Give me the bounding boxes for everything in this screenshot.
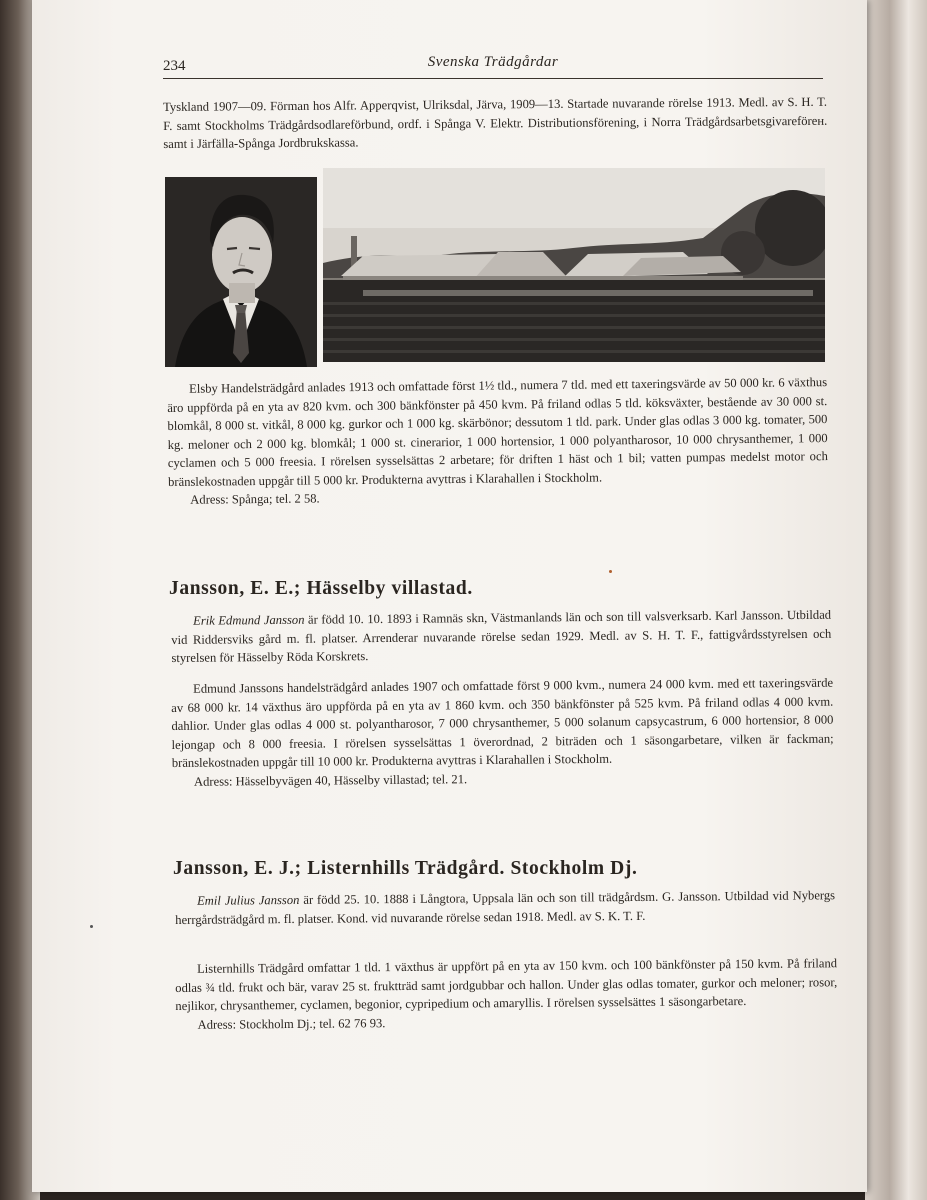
entry1-address: Adress: Spånga; tel. 2 58. xyxy=(190,491,320,507)
entry3-business-paragraph xyxy=(175,954,838,1034)
entry2-business-paragraph xyxy=(171,674,834,791)
entry2-bio xyxy=(171,606,832,668)
entry1-business-paragraph xyxy=(167,373,828,509)
entry2-heading: Jansson, E. E.; Hässelby villastad. xyxy=(169,578,473,599)
entry3-business-text: Listernhills Trädgård omfattar 1 tld. 1 växthus är uppfört på en yta av 150 kvm. och 100 bänkfönster på 150 kvm. På friland odlas ¾ tld. frukt och bär, varav 25 st. fruktträd samt jordgubbar och hallon. Under glas odlas tomater, gurkor och meloner; rosor, nejlikor, chrysanthemer, cyclamen, begonior, cypripedium och amaryllis. I rörelsen sysselsättes 1 säsongarbetare. xyxy=(175,956,838,1013)
running-header xyxy=(163,52,823,79)
portrait-photo xyxy=(165,177,317,367)
nursery-photo xyxy=(323,168,825,362)
ink-speck xyxy=(609,570,612,573)
entry3-bio-text: är född 25. 10. 1888 i Långtora, Uppsala län och son till trädgårdsm. G. Jansson. Utbildad vid Nybergs herrgårdsträdgård m. fl. platser. Kond. vid nuvarande rörelse sedan 1918. Medl. av S. K. T. F. xyxy=(175,888,836,927)
journal-title: Svenska Trädgårdar xyxy=(427,54,559,70)
entry3-person-name: Emil Julius Jansson xyxy=(197,892,300,908)
entry2-person-name: Erik Edmund Jansson xyxy=(193,612,305,628)
entry2-business-text: Edmund Janssons handelsträdgård anlades 1907 och omfattade först 9 000 kvm., numera 24 000 kvm. med ett taxeringsvärde av 68 000 kr. 14 växthus äro uppförda på en yta av 1 860 kvm. och 350 bänkfönster på 525 kvm. På friland odlas 4 000 kvm. dahlior. Under glas odlas 4 000 st. polyantharosor, 7 000 chrysanthemer, 5 000 solanum capsycastrum, 6 000 hortensior, 8 000 lejongap och 8 000 freesia. I rörelsen sysselsättas 1 överordnad, 2 biträden och 1 säsongarbetare, vilken är fackman; bränslekostnaden uppgår till 10 000 kr. Produkterna avyttras i Klarahallen i Stockholm. xyxy=(171,675,834,770)
entry2-address: Adress: Hässelbyvägen 40, Hässelby villastad; tel. 21. xyxy=(193,771,468,789)
entry3-address: Adress: Stockholm Dj.; tel. 62 76 93. xyxy=(197,1015,386,1032)
entry3-bio xyxy=(175,886,835,929)
entry3-heading: Jansson, E. J.; Listernhills Trädgård. Stockholm Dj. xyxy=(173,858,638,879)
page-number: 234 xyxy=(163,58,186,74)
page-stack-edge xyxy=(865,0,927,1200)
entry2-bio-text: är född 10. 10. 1893 i Ramnäs skn, Västmanlands län och son till valsverksarb. Karl Jansson. Utbildad vid Riddersviks gård m. fl. platser. Arrenderar nuvarande rörelse sedan 1929. Medl. av S. H. T. F., fattigvårdsstyrelsen och styrelsen för Hässelby Röda Korskrets. xyxy=(171,607,832,665)
margin-mark xyxy=(90,925,93,928)
entry2-bio-paragraph xyxy=(171,606,832,668)
entry1-business-text: Elsby Handelsträdgård anlades 1913 och omfattade först 1½ tld., numera 7 tld. med ett taxeringsvärde av 50 000 kr. 6 växthus äro uppförda på en yta av 820 kvm. och 300 bänkfönster på 450 kvm. På friland odlas 5 tld. köksväxter, bestående av 30 000 st. blomkål, 8 000 st. vitkål, 8 000 kg. gurkor och 1 000 kg. skärbönor; dessutom 1 tld. park. Under glas odlas 3 000 kg. tomater, 500 kg. meloner och 2 000 kg. blomkål; 1 000 st. cinerarior, 1 000 hortensior, 1 000 polyantharosor, 10 000 chrysanthemer, 1 000 cyclamen och 5 000 freesia. I rörelsen sysselsättas 2 arbetare; för driften 1 häst och 1 bil; vatten pumpas medelst motor och bränslekostnaden uppgår till 5 000 kr. Produkterna avyttras i Klarahallen i Stockholm. xyxy=(167,375,828,489)
entry3-bio-paragraph xyxy=(175,886,835,929)
intro-paragraph: Tyskland 1907—09. Förman hos Alfr. Apperqvist, Ulriksdal, Järva, 1909—13. Startade nuvarande rörelse 1913. Medl. av S. H. T. F. samt Stockholms Trädgårdsodlareförbund, ordf. i Spånga V. Elektr. Distributionsförening, i Norra Trädgårdsarbetsgivareförен. samt i Järfälla-Spånga Jordbrukskassa. xyxy=(163,94,828,151)
